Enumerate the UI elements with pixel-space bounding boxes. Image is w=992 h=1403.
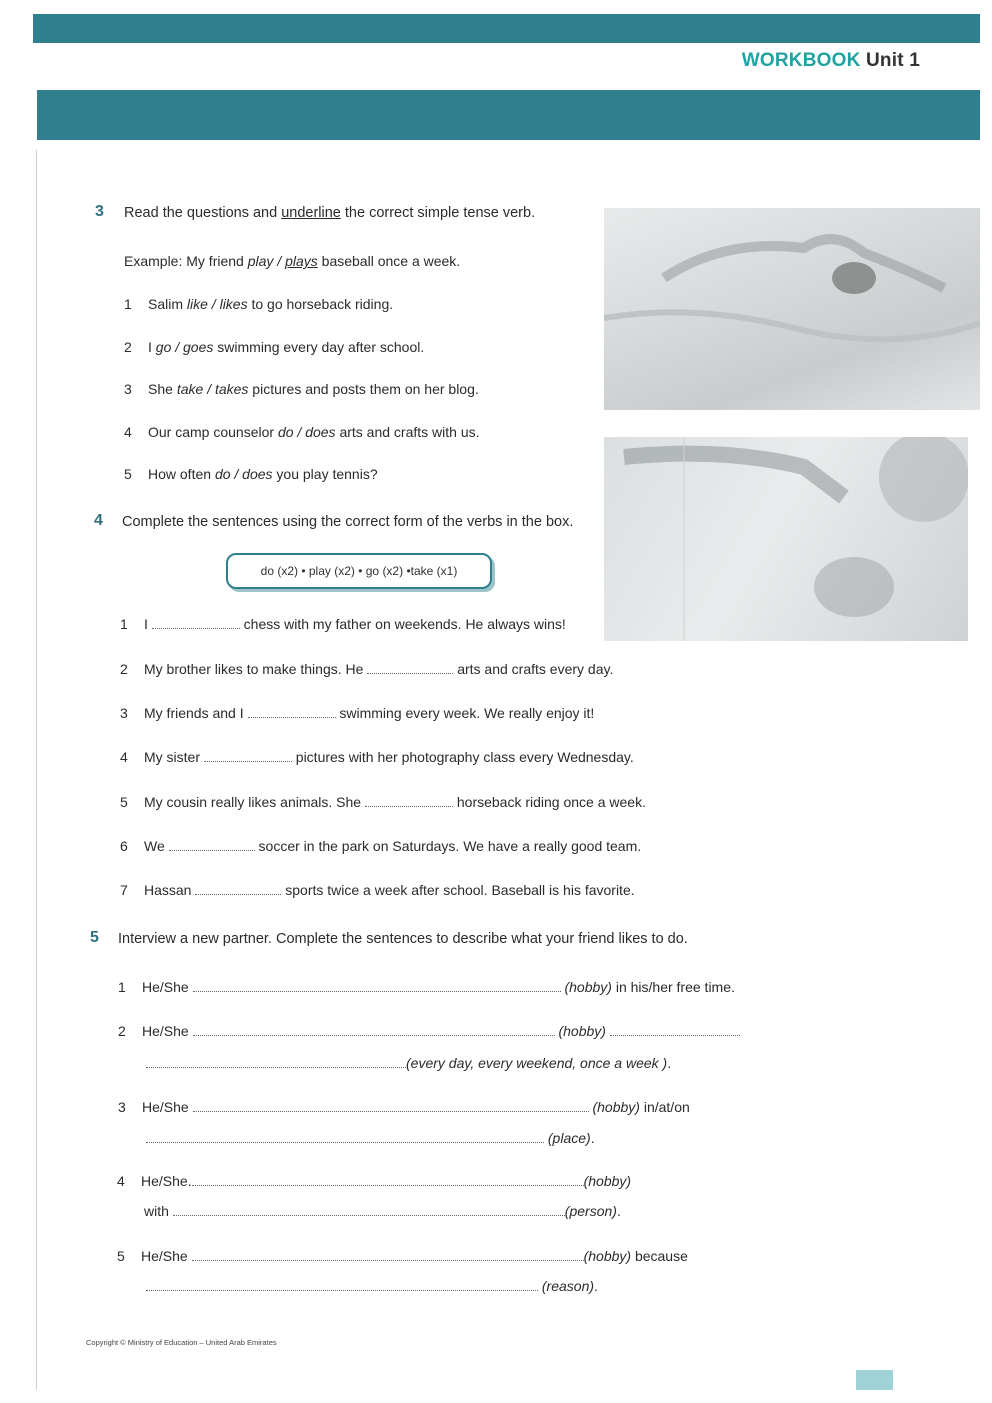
item-number: 4	[124, 424, 132, 440]
ex5-item-line2	[144, 1203, 621, 1219]
item-number: 1	[118, 979, 126, 995]
item-number: 3	[124, 381, 132, 397]
answer-blank[interactable]	[193, 1099, 589, 1112]
ex4-instruction: Complete the sentences using the correct form of the verbs in the box.	[122, 514, 574, 530]
ex5-item-line2	[146, 1055, 671, 1071]
item-hint: (hobby)	[558, 1023, 606, 1039]
ex3-example	[124, 253, 460, 269]
answer-blank[interactable]	[169, 838, 255, 851]
ex5-item	[117, 1248, 688, 1264]
example-option-b: plays	[285, 253, 318, 269]
item-pre: He/She.	[141, 1173, 192, 1189]
item-pre: I	[148, 339, 156, 355]
soccer-photo	[604, 437, 968, 641]
item-pre: Salim	[148, 296, 187, 312]
item-number: 1	[120, 616, 128, 632]
item-tail: .	[667, 1055, 672, 1071]
item-number: 5	[117, 1248, 125, 1264]
item-pre: He/She	[142, 979, 189, 995]
page-number-tab	[856, 1370, 893, 1390]
swimmer-photo	[604, 208, 980, 410]
ex5-item	[118, 1099, 690, 1115]
item-options[interactable]: take / takes	[176, 381, 249, 397]
item-tail: .	[616, 1203, 621, 1219]
item-hint: (place)	[547, 1130, 591, 1146]
item-pre: Hassan	[144, 882, 196, 898]
item-pre: I	[144, 616, 152, 632]
ex3-instruction	[124, 205, 535, 221]
ex4-item	[120, 794, 646, 810]
copyright: Copyright © Ministry of Education – United Arab Emirates	[86, 1338, 277, 1347]
item-hint: (person)	[564, 1203, 617, 1219]
example-post: baseball once a week.	[317, 253, 461, 269]
ex5-item	[118, 1023, 740, 1039]
item-options[interactable]: do / does	[277, 424, 336, 440]
item-number: 7	[120, 882, 128, 898]
ex5-item	[117, 1173, 631, 1189]
ex4-item	[120, 705, 594, 721]
answer-blank[interactable]	[193, 979, 561, 992]
ex3-item	[124, 466, 378, 482]
ex3-instr-pre: Read the questions and	[124, 205, 282, 221]
ex3-number: 3	[95, 203, 104, 220]
answer-blank[interactable]	[365, 794, 453, 807]
item-post: pictures with her photography class every Wednesday.	[291, 749, 634, 765]
item-number: 5	[124, 466, 132, 482]
item-post: arts and crafts every day.	[453, 661, 614, 677]
answer-blank[interactable]	[192, 1248, 584, 1261]
item-tail: in his/her free time.	[611, 979, 735, 995]
item-number: 2	[120, 661, 128, 677]
unit-label: Unit 1	[866, 50, 920, 71]
item-tail: because	[631, 1248, 688, 1264]
answer-blank[interactable]	[192, 1173, 584, 1186]
answer-blank[interactable]	[248, 705, 336, 718]
ex3-instr-post: the correct simple tense verb.	[340, 205, 536, 221]
item-hint: (hobby)	[583, 1248, 632, 1264]
ex3-instr-underline: underline	[281, 205, 341, 221]
workbook-label: WORKBOOK	[741, 50, 861, 71]
answer-blank[interactable]	[173, 1203, 565, 1216]
item-pre: My brother likes to make things. He	[144, 661, 368, 677]
item-number: 5	[120, 794, 128, 810]
item-post: horseback riding once a week.	[452, 794, 646, 810]
item-number: 4	[117, 1173, 125, 1189]
ex5-number: 5	[90, 929, 99, 946]
item-post: chess with my father on weekends. He always wins!	[239, 616, 566, 632]
item-tail: .	[594, 1278, 598, 1294]
item-hint: (every day, every weekend, once a week )	[406, 1055, 668, 1071]
item-post: you play tennis?	[272, 466, 378, 482]
item-hint: (reason)	[541, 1278, 595, 1294]
example-sep: /	[273, 253, 286, 269]
ex4-item	[120, 661, 613, 677]
answer-blank[interactable]	[146, 1130, 544, 1143]
item-number: 3	[120, 705, 128, 721]
item-post: sports twice a week after school. Baseball is his favorite.	[281, 882, 635, 898]
item-number: 1	[124, 296, 132, 312]
answer-blank[interactable]	[146, 1278, 538, 1291]
margin-line	[36, 150, 37, 1390]
item-pre: We	[144, 838, 169, 854]
answer-blank[interactable]	[610, 1023, 740, 1036]
item-pre: She	[148, 381, 177, 397]
ex3-item	[124, 339, 424, 355]
answer-blank[interactable]	[146, 1055, 406, 1068]
item-pre: My friends and I	[144, 705, 248, 721]
ex3-item	[124, 296, 393, 312]
answer-blank[interactable]	[204, 749, 292, 762]
item-tail: in/at/on	[639, 1099, 690, 1115]
item-pre: He/She	[141, 1248, 188, 1264]
item-post: pictures and posts them on her blog.	[248, 381, 479, 397]
item-options[interactable]: like / likes	[186, 296, 248, 312]
item-number: 6	[120, 838, 128, 854]
ex5-item-line2	[146, 1278, 598, 1294]
ex5-item-line2	[146, 1130, 595, 1146]
item-options[interactable]: do / does	[214, 466, 273, 482]
header-title	[742, 50, 920, 72]
item-number: 4	[120, 749, 128, 765]
item-number: 3	[118, 1099, 126, 1115]
swimmer-illustration	[604, 208, 980, 410]
ex4-item	[120, 882, 635, 898]
soccer-illustration	[604, 437, 968, 641]
item-number: 2	[118, 1023, 126, 1039]
ex4-item	[120, 838, 641, 854]
item-post: soccer in the park on Saturdays. We have a really good team.	[254, 838, 642, 854]
item-tail: .	[590, 1130, 595, 1146]
ex4-item	[120, 749, 634, 765]
item-pre: How often	[148, 466, 215, 482]
ex4-item	[120, 616, 566, 632]
ex5-item	[118, 979, 735, 995]
item-hint: (hobby)	[592, 1099, 640, 1115]
example-pre: Example: My friend	[124, 253, 248, 269]
answer-blank[interactable]	[367, 661, 453, 674]
example-option-a: play	[247, 253, 274, 269]
item-number: 2	[124, 339, 132, 355]
item-pre: with	[144, 1203, 169, 1219]
ex4-number: 4	[94, 512, 103, 529]
ex3-item	[124, 424, 480, 440]
answer-blank[interactable]	[195, 882, 281, 895]
item-pre: Our camp counselor	[148, 424, 278, 440]
top-band	[33, 14, 980, 43]
item-pre: He/She	[142, 1099, 189, 1115]
item-post: swimming every week. We really enjoy it!	[335, 705, 595, 721]
item-post: arts and crafts with us.	[335, 424, 480, 440]
title-band	[37, 90, 980, 140]
item-pre: My cousin really likes animals. She	[144, 794, 365, 810]
item-pre: My sister	[144, 749, 204, 765]
answer-blank[interactable]	[152, 616, 240, 629]
item-post: swimming every day after school.	[213, 339, 425, 355]
item-post: to go horseback riding.	[247, 296, 394, 312]
answer-blank[interactable]	[193, 1023, 555, 1036]
ex5-instruction: Interview a new partner. Complete the sentences to describe what your friend likes to do.	[118, 931, 688, 947]
item-options[interactable]: go / goes	[155, 339, 214, 355]
ex3-item	[124, 381, 479, 397]
item-hint: (hobby)	[583, 1173, 632, 1189]
item-pre: He/She	[142, 1023, 189, 1039]
item-hint: (hobby)	[564, 979, 612, 995]
verb-box: do (x2) • play (x2) • go (x2) •take (x1)	[226, 553, 492, 589]
